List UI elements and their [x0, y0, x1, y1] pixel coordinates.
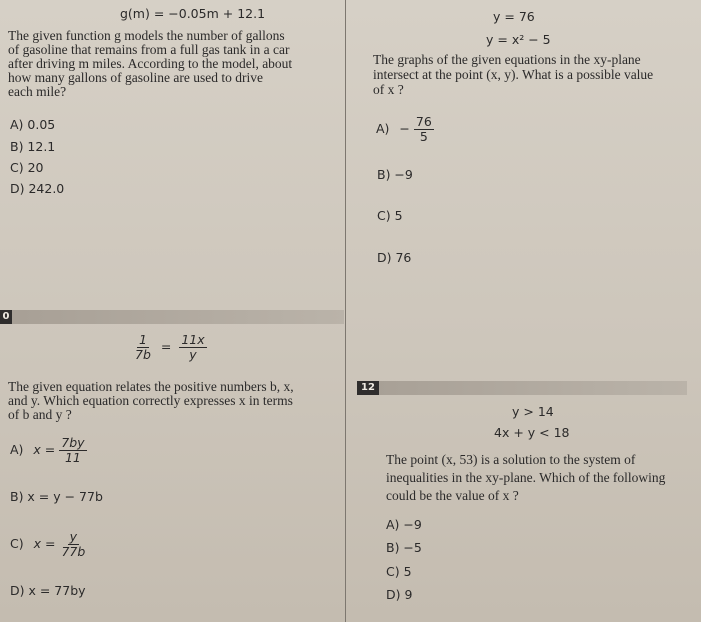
question-stem-line: after driving m miles. According to the model, about: [8, 56, 293, 71]
question-number: 0: [0, 310, 12, 324]
equation-line: y = x² − 5: [486, 32, 551, 47]
choice-b[interactable]: B) x = y − 77b: [10, 489, 103, 504]
choice-b[interactable]: B) −5: [386, 540, 422, 555]
given-equation: [133, 333, 207, 362]
question-stem-line: inequalities in the xy-plane. Which of the following: [386, 470, 666, 485]
fraction-numerator: 7by: [61, 435, 85, 450]
inequality-line: y > 14: [512, 404, 554, 419]
question-stem-line: The given function g models the number of gallons: [8, 28, 285, 43]
function-equation: g(m) = −0.05m + 12.1: [120, 6, 266, 21]
fraction: [59, 436, 86, 465]
question-stem-line: of b and y ?: [8, 407, 72, 422]
fraction-denominator: 11: [64, 450, 81, 465]
choice-b[interactable]: B) 12.1: [10, 139, 56, 154]
question-number-bar: [357, 381, 687, 395]
column-divider: [345, 0, 346, 622]
question-stem-line: of gasoline that remains from a full gas tank in a car: [8, 42, 290, 57]
fraction: [133, 333, 153, 362]
choice-b[interactable]: B) −9: [377, 167, 413, 182]
choice-label: A): [376, 121, 390, 136]
fraction: [179, 333, 206, 362]
equals-sign: =: [160, 339, 172, 354]
equation-line: y = 76: [493, 9, 535, 24]
choice-lhs: x =: [33, 442, 56, 457]
fraction-denominator: 77b: [61, 544, 86, 559]
fraction-denominator: 5: [419, 129, 428, 144]
fraction-numerator: 76: [415, 114, 432, 129]
fraction: [59, 530, 87, 559]
choice-c[interactable]: [10, 530, 87, 559]
question-stem-line: The graphs of the given equations in the xy-plane: [373, 52, 641, 67]
fraction-denominator: 7b: [135, 347, 151, 362]
choice-c[interactable]: C) 5: [386, 564, 412, 579]
choice-d[interactable]: D) 76: [377, 250, 412, 265]
question-stem-line: and y. Which equation correctly expresses x in terms: [8, 393, 293, 408]
question-number: 12: [357, 381, 379, 395]
question-stem-line: each mile?: [8, 84, 67, 99]
choice-label: A): [10, 442, 24, 457]
choice-c[interactable]: C) 20: [10, 160, 44, 175]
choice-a[interactable]: A) −9: [386, 517, 422, 532]
question-stem-line: of x ?: [373, 82, 404, 97]
question-stem-line: The point (x, 53) is a solution to the system of: [386, 452, 636, 467]
choice-d[interactable]: D) x = 77by: [10, 583, 86, 598]
inequality-line: 4x + y < 18: [494, 425, 570, 440]
question-stem-line: intersect at the point (x, y). What is a possible value: [373, 67, 654, 82]
fraction-numerator: 1: [138, 332, 147, 347]
minus-sign: −: [399, 121, 410, 136]
choice-a[interactable]: A) 0.05: [10, 117, 56, 132]
fraction-denominator: y: [189, 347, 197, 362]
question-stem-line: could be the value of x ?: [386, 488, 519, 503]
choice-d[interactable]: D) 242.0: [10, 181, 65, 196]
choice-d[interactable]: D) 9: [386, 587, 413, 602]
fraction-numerator: y: [69, 529, 78, 544]
fraction-numerator: 11x: [181, 332, 205, 347]
choice-a[interactable]: [376, 115, 434, 144]
choice-lhs: x =: [33, 536, 56, 551]
question-stem-line: how many gallons of gasoline are used to drive: [8, 70, 263, 85]
question-number-bar: [0, 310, 344, 324]
fraction: [414, 115, 434, 144]
choice-a[interactable]: [10, 436, 87, 465]
choice-c[interactable]: C) 5: [377, 208, 403, 223]
question-stem-line: The given equation relates the positive numbers b, x,: [8, 379, 294, 394]
choice-label: C): [10, 536, 24, 551]
